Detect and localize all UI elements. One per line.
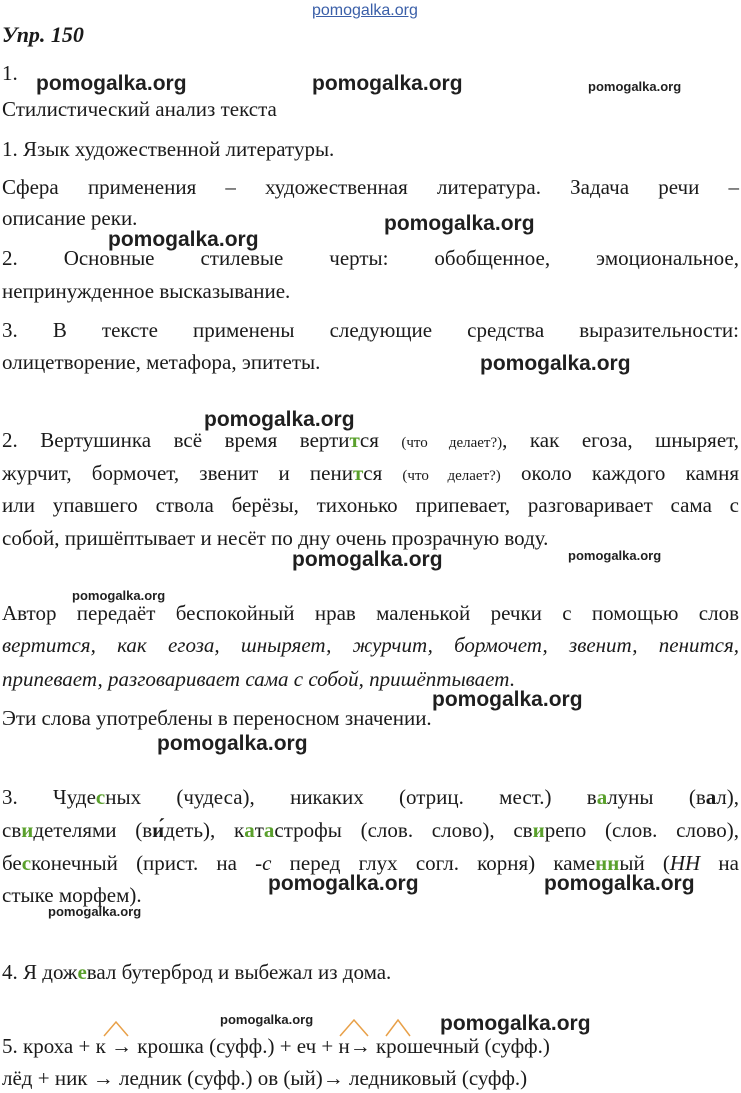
text-fragment: ся bbox=[363, 461, 403, 485]
text-line bbox=[2, 848, 739, 878]
text-line: стыке морфем). bbox=[2, 883, 142, 907]
text-line: 5. кроха + к → крошка (суфф.) + еч + н→ крошечный (суфф.) bbox=[2, 1034, 550, 1058]
watermark: pomogalka.org bbox=[36, 72, 187, 95]
watermark: pomogalka.org bbox=[312, 2, 418, 19]
text-fragment: журчит, бормочет, звенит и пени bbox=[2, 461, 353, 485]
watermark: pomogalka.org bbox=[588, 79, 682, 94]
stress-letter: а bbox=[705, 785, 717, 809]
highlight-letter: а bbox=[596, 785, 608, 809]
text-fragment: припевает, разговаривает сама с собой, пришёптывает bbox=[2, 667, 510, 691]
watermark: pomogalka.org bbox=[432, 688, 583, 711]
text-line: Автор передаёт беспокойный нрав маленькой речки с помощью слов bbox=[2, 601, 739, 625]
text-fragment: около каждого камня bbox=[500, 461, 739, 485]
watermark: pomogalka.org bbox=[292, 548, 443, 571]
watermark: pomogalka.org bbox=[544, 872, 695, 895]
section-number: 1. bbox=[2, 61, 18, 85]
highlight-letter: с bbox=[95, 785, 106, 809]
watermark: pomogalka.org bbox=[440, 1012, 591, 1035]
text-line: собой, пришёптывает и несёт по дну очень прозрачную воду. bbox=[2, 526, 549, 550]
watermark: pomogalka.org bbox=[268, 872, 419, 895]
text-line: Эти слова употреблены в переносном значении. bbox=[2, 706, 432, 730]
text-line bbox=[2, 458, 739, 491]
text-fragment: л), bbox=[716, 785, 739, 809]
text-line bbox=[2, 957, 739, 987]
watermark: pomogalka.org bbox=[568, 548, 662, 563]
watermark: pomogalka.org bbox=[108, 228, 259, 251]
highlight-letter: е bbox=[77, 960, 87, 984]
text-fragment: луны (в bbox=[607, 785, 706, 809]
watermark: pomogalka.org bbox=[312, 72, 463, 95]
text-fragment: ый ( bbox=[619, 851, 670, 875]
highlight-letter: т bbox=[349, 428, 360, 452]
watermark: pomogalka.org bbox=[480, 352, 631, 375]
stress-letter: и́ bbox=[152, 818, 165, 842]
highlight-letter: а bbox=[244, 818, 255, 842]
text-line: вертится, как егоза, шныряет, журчит, бормочет, звенит, пенится, bbox=[2, 633, 739, 657]
text-line bbox=[2, 782, 739, 812]
text-fragment: ся bbox=[359, 428, 402, 452]
text-fragment: строфы (слов. слово), св bbox=[274, 818, 533, 842]
text-line: Сфера применения – художественная литература. Задача речи – bbox=[2, 175, 739, 199]
watermark: pomogalka.org bbox=[72, 588, 166, 603]
text-fragment: ных (чудеса), никаких (отриц. мест.) в bbox=[105, 785, 597, 809]
highlight-letter: и bbox=[532, 818, 545, 842]
text-fragment: репо (слов. слово), bbox=[544, 818, 739, 842]
highlight-letter: а bbox=[263, 818, 275, 842]
highlight-letter: т bbox=[352, 461, 364, 485]
text-line: лёд + ник → ледник (суфф.) ов (ый)→ ледниковый (суфф.) bbox=[2, 1066, 528, 1090]
text-line: олицетворение, метафора, эпитеты. bbox=[2, 350, 321, 374]
text-fragment: т bbox=[254, 818, 264, 842]
section-heading: Стилистический анализ текста bbox=[2, 97, 277, 121]
text-fragment: конечный (прист. на bbox=[31, 851, 256, 875]
text-line bbox=[2, 815, 739, 845]
text-line: или упавшего ствола берёзы, тихонько припевает, разговаривает сама с bbox=[2, 493, 739, 517]
text-fragment: бе bbox=[2, 851, 22, 875]
text-fragment: 2. Вертушинка всё время верти bbox=[2, 428, 350, 452]
text-fragment: деть), к bbox=[164, 818, 245, 842]
text-line: непринужденное высказывание. bbox=[2, 279, 291, 303]
watermark: pomogalka.org bbox=[204, 408, 355, 431]
text-fragment: НН bbox=[669, 851, 701, 875]
highlight-letter: с bbox=[21, 851, 32, 875]
text-fragment: . bbox=[509, 667, 515, 691]
text-fragment: вал бутерброд и выбежал из дома. bbox=[86, 960, 392, 984]
text-fragment: 3. Чуде bbox=[2, 785, 96, 809]
watermark: pomogalka.org bbox=[220, 1012, 314, 1027]
text-fragment: детелями (в bbox=[33, 818, 153, 842]
text-fragment: на bbox=[700, 851, 739, 875]
text-line: описание реки. bbox=[2, 206, 138, 230]
highlight-letter: нн bbox=[595, 851, 620, 875]
highlight-letter: и bbox=[21, 818, 34, 842]
question-note: (что делает?) bbox=[402, 468, 501, 484]
text-fragment: -с bbox=[255, 851, 272, 875]
text-fragment: св bbox=[2, 818, 22, 842]
text-line: 1. Язык художественной литературы. bbox=[2, 137, 335, 161]
text-line bbox=[2, 425, 739, 458]
text-line bbox=[2, 664, 739, 694]
exercise-title: Упр. 150 bbox=[2, 22, 84, 47]
text-fragment: 4. Я дож bbox=[2, 960, 78, 984]
watermark: pomogalka.org bbox=[48, 904, 142, 919]
text-line: 3. В тексте применены следующие средства выразительности: bbox=[2, 318, 739, 342]
text-line: 2. Основные стилевые черты: обобщенное, эмоциональное, bbox=[2, 246, 739, 270]
watermark: pomogalka.org bbox=[157, 732, 308, 755]
text-fragment: , как егоза, шныряет, bbox=[502, 428, 739, 452]
question-note: (что делает?) bbox=[401, 435, 503, 451]
watermark: pomogalka.org bbox=[384, 212, 535, 235]
text-fragment: перед глух согл. корня) каме bbox=[271, 851, 596, 875]
